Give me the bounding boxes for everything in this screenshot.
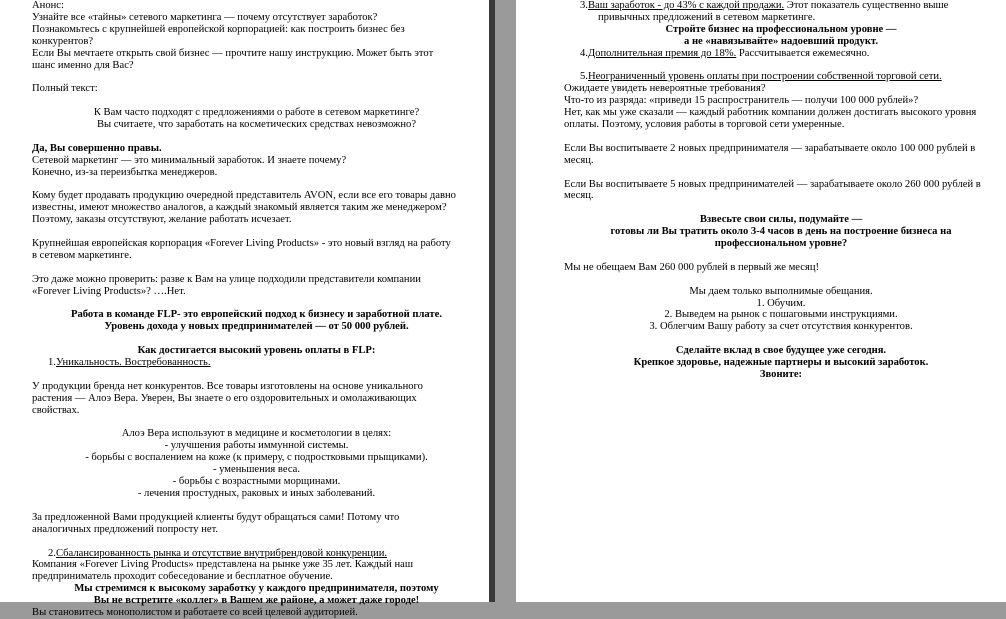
text-line <box>32 309 481 321</box>
text-line <box>32 464 481 476</box>
line-text-tail: Этот показатель существенно выше <box>784 0 949 11</box>
text-line <box>32 214 481 226</box>
text-line <box>564 107 998 119</box>
line-text: Кому будет продавать продукцию очередной представитель AVON, если все его товары давно <box>32 190 456 202</box>
line-text: Как достигается высокий уровень оплаты в FLP: <box>137 345 376 357</box>
list-item <box>564 71 998 83</box>
line-text: Нет, как мы уже сказали — каждый работник компании должен достигать высокого уровня <box>564 107 977 119</box>
text-line <box>32 143 481 155</box>
line-text: Сбалансированность рынка и отсутствие внутрибрендовой конкуренции. <box>55 547 388 559</box>
line-text: аналогичных предложений попросту нет. <box>32 523 219 535</box>
blank-line <box>32 500 481 512</box>
text-line <box>564 95 998 107</box>
page-gutter <box>489 0 516 602</box>
text-line <box>32 559 481 571</box>
line-text: - уменьшения веса. <box>212 464 301 476</box>
list-number: 5. <box>580 71 588 83</box>
text-line <box>564 226 998 238</box>
line-text: Сетевой маркетинг — это минимальный заработок. И знаете почему? <box>32 154 347 166</box>
list-item <box>32 357 481 369</box>
line-text: - борьбы с возрастными морщинами. <box>172 476 341 488</box>
text-line <box>32 488 481 500</box>
blank-line <box>32 226 481 238</box>
text-line <box>32 83 481 95</box>
text-line <box>32 405 481 417</box>
line-text: Мы не обещаем Вам 260 000 рублей в первый же месяц! <box>564 261 820 273</box>
line-text: Вы становитесь монополистом и работаете со всей целевой аудиторией. <box>32 607 358 619</box>
document-page-right[interactable] <box>516 0 1006 602</box>
blank-line <box>564 60 998 72</box>
line-text: привычных предложений в сетевом маркетинге. <box>598 11 816 23</box>
text-line <box>32 524 481 536</box>
text-line <box>564 83 998 95</box>
blank-line <box>32 417 481 429</box>
line-text: Крупнейшая европейская корпорация «Forever Living Products» - это новый взгляд на работу <box>32 238 451 250</box>
text-line <box>32 274 481 286</box>
line-text: Дополнительная премия до 18%. <box>587 47 737 59</box>
line-text: свойствах. <box>32 404 80 416</box>
line-text: Работа в команде FLP- это европейский подход к бизнесу и заработной плате. <box>71 309 442 321</box>
line-text: Ожидаете увидеть невероятные требования? <box>564 83 766 95</box>
text-line <box>564 357 998 369</box>
line-text: месяц. <box>564 190 594 202</box>
blank-line <box>32 131 481 143</box>
blank-line <box>564 250 998 262</box>
text-line <box>32 119 481 131</box>
line-text: Это даже можно проверить: разве к Вам на улице подходили представители компании <box>32 273 421 285</box>
line-text: Звоните: <box>759 368 803 380</box>
text-line <box>564 369 998 381</box>
text-line <box>32 321 481 333</box>
line-text: Если Вы мечтаете открыть свой бизнес — прочтите нашу инструкцию. Может быть этот <box>32 47 434 59</box>
list-number: 2. <box>48 547 56 559</box>
line-text: Да, Вы совершенно правы. <box>32 142 162 154</box>
blank-line <box>32 536 481 548</box>
list-item <box>564 48 998 60</box>
list-item <box>564 0 998 12</box>
line-text: Стройте бизнес на профессиональном уровне — <box>665 23 897 35</box>
blank-line <box>32 179 481 191</box>
line-text: К Вам часто подходят с предложениями о работе в сетевом маркетинге? <box>93 107 420 119</box>
text-line <box>564 12 998 24</box>
line-text: «Forever Living Products»? ….Нет. <box>32 285 186 297</box>
line-text: Конечно, из-за переизбытка менеджеров. <box>32 166 218 178</box>
text-line <box>32 107 481 119</box>
text-line <box>564 286 998 298</box>
list-number: 4. <box>580 47 588 59</box>
line-text: а не «навязывайте» надоевший продукт. <box>684 35 878 47</box>
line-text: Взвесьте свои силы, подумайте — <box>699 214 863 226</box>
line-text: Неограниченный уровень оплаты при построении собственной торговой сети. <box>587 71 942 83</box>
text-line <box>32 238 481 250</box>
line-text: Познакомьтесь с крупнейшей европейской корпорацией: как построить бизнес без <box>32 23 405 35</box>
text-line <box>32 512 481 524</box>
text-line <box>32 0 481 12</box>
text-line <box>564 119 998 131</box>
line-text: Анонс: <box>32 0 64 11</box>
line-text: оплаты. Поэтому, условия работы в торговой сети умеренные. <box>564 119 845 131</box>
line-text: профессиональном уровне? <box>714 238 848 250</box>
text-line <box>32 428 481 440</box>
line-text: готовы ли Вы тратить около 3-4 часов в день на построение бизнеса на <box>610 226 952 238</box>
text-line <box>32 48 481 60</box>
line-text: в сетевом маркетинге. <box>32 249 132 261</box>
line-text: Крепкое здоровье, надежные партнеры и высокий заработок. <box>633 357 929 369</box>
text-line <box>564 155 998 167</box>
line-text: Если Вы воспитываете 2 новых предпринимателя — зарабатываете около 100 000 рублей в <box>564 142 976 154</box>
blank-line <box>32 298 481 310</box>
document-page-left[interactable] <box>0 0 489 619</box>
line-text: месяц. <box>564 154 594 166</box>
line-text: Компания «Forever Living Products» представлена на рынке уже 35 лет. Каждый наш <box>32 559 414 571</box>
line-text: За предложенной Вами продукцией клиенты будут обращаться сами! Потому что <box>32 511 400 523</box>
text-line <box>32 60 481 72</box>
text-line <box>32 607 481 619</box>
text-line <box>32 345 481 357</box>
line-text: 3. Облегчим Вашу работу за счет отсутствия конкурентов. <box>649 321 913 333</box>
text-line <box>32 595 481 607</box>
text-line <box>32 381 481 393</box>
list-number: 1. <box>48 357 56 369</box>
text-line <box>32 476 481 488</box>
text-line <box>32 202 481 214</box>
line-text: - улучшения работы иммунной системы. <box>164 440 349 452</box>
line-text: конкурентов? <box>32 35 94 47</box>
line-text: Уникальность. Востребованность. <box>55 357 211 369</box>
text-line <box>564 190 998 202</box>
text-line <box>564 345 998 357</box>
line-text: шанс именно для Вас? <box>32 59 134 71</box>
text-line <box>564 298 998 310</box>
text-line <box>32 571 481 583</box>
blank-line <box>564 131 998 143</box>
text-line <box>564 179 998 191</box>
line-text: растения — Алоэ Вера. Уверен, Вы знаете о его оздоровительных и омолаживающих <box>32 392 417 404</box>
line-text: 2. Выведем на рынок с пошаговыми инструкциями. <box>664 309 898 321</box>
list-item <box>32 548 481 560</box>
text-line <box>32 583 481 595</box>
line-text: Узнайте все «тайны» сетевого маркетинга — почему отсутствует заработок? <box>32 11 378 23</box>
line-text: Уровень дохода у новых предпринимателей — от 50 000 рублей. <box>104 321 409 333</box>
blank-line <box>32 333 481 345</box>
text-line <box>32 36 481 48</box>
line-text: Вы не встретите «коллег» в Вашем же районе, а может даже городе! <box>93 595 420 607</box>
text-line <box>564 262 998 274</box>
line-text: Ваш заработок - до 43% с каждой продажи. <box>587 0 785 11</box>
blank-line <box>564 333 998 345</box>
list-number: 3. <box>580 0 588 11</box>
blank-line <box>32 262 481 274</box>
text-line <box>564 143 998 155</box>
text-line <box>32 452 481 464</box>
blank-line <box>32 95 481 107</box>
blank-line <box>32 71 481 83</box>
line-text: Поэтому, заказы отсутствуют, желание работать исчезает. <box>32 214 292 226</box>
blank-line <box>564 202 998 214</box>
text-line <box>32 190 481 202</box>
blank-line <box>564 167 998 179</box>
line-text: - борьбы с воспалением на коже (к примеру, с подростковыми прыщиками). <box>85 452 428 464</box>
text-line <box>32 250 481 262</box>
text-line <box>32 12 481 24</box>
line-text: известны, имеют множество аналогов, а каждый знакомый является таким же менеджером? <box>32 202 447 214</box>
blank-line <box>564 274 998 286</box>
text-line <box>564 238 998 250</box>
text-line <box>32 286 481 298</box>
text-line <box>32 155 481 167</box>
line-text: Алоэ Вера используют в медицине и косметологии в целях: <box>121 428 392 440</box>
text-line <box>564 321 998 333</box>
line-text: Что-то из разряда: «приведи 15 распространитель — получи 100 000 рублей»? <box>564 95 919 107</box>
line-text: Мы стремимся к высокому заработку у каждого предпринимателя, поэтому <box>74 583 439 595</box>
line-text-tail: Рассчитывается ежемесячно. <box>736 47 870 59</box>
text-line <box>564 214 998 226</box>
text-line <box>564 309 998 321</box>
text-line <box>32 167 481 179</box>
line-text: Полный текст: <box>32 83 98 95</box>
page-shadow <box>489 0 495 602</box>
line-text: Мы даем только выполнимые обещания. <box>689 285 873 297</box>
line-text: У продукции бренда нет конкурентов. Все товары изготовлены на основе уникального <box>32 380 423 392</box>
text-line <box>564 24 998 36</box>
line-text: Если Вы воспитываете 5 новых предпринимателей — зарабатываете около 260 000 рублей в <box>564 178 981 190</box>
text-line <box>32 440 481 452</box>
line-text: 1. Обучим. <box>756 297 806 309</box>
blank-line <box>32 369 481 381</box>
line-text: - лечения простудных, раковых и иных заболеваний. <box>137 488 376 499</box>
text-line <box>32 24 481 36</box>
text-line <box>564 36 998 48</box>
line-text: Вы считаете, что заработать на косметических средствах невозможно? <box>96 119 417 131</box>
line-text: предприниматель проходит собеседование и бесплатное обучение. <box>32 571 333 583</box>
text-line <box>32 393 481 405</box>
line-text: Сделайте вклад в свое будущее уже сегодня. <box>675 345 887 357</box>
